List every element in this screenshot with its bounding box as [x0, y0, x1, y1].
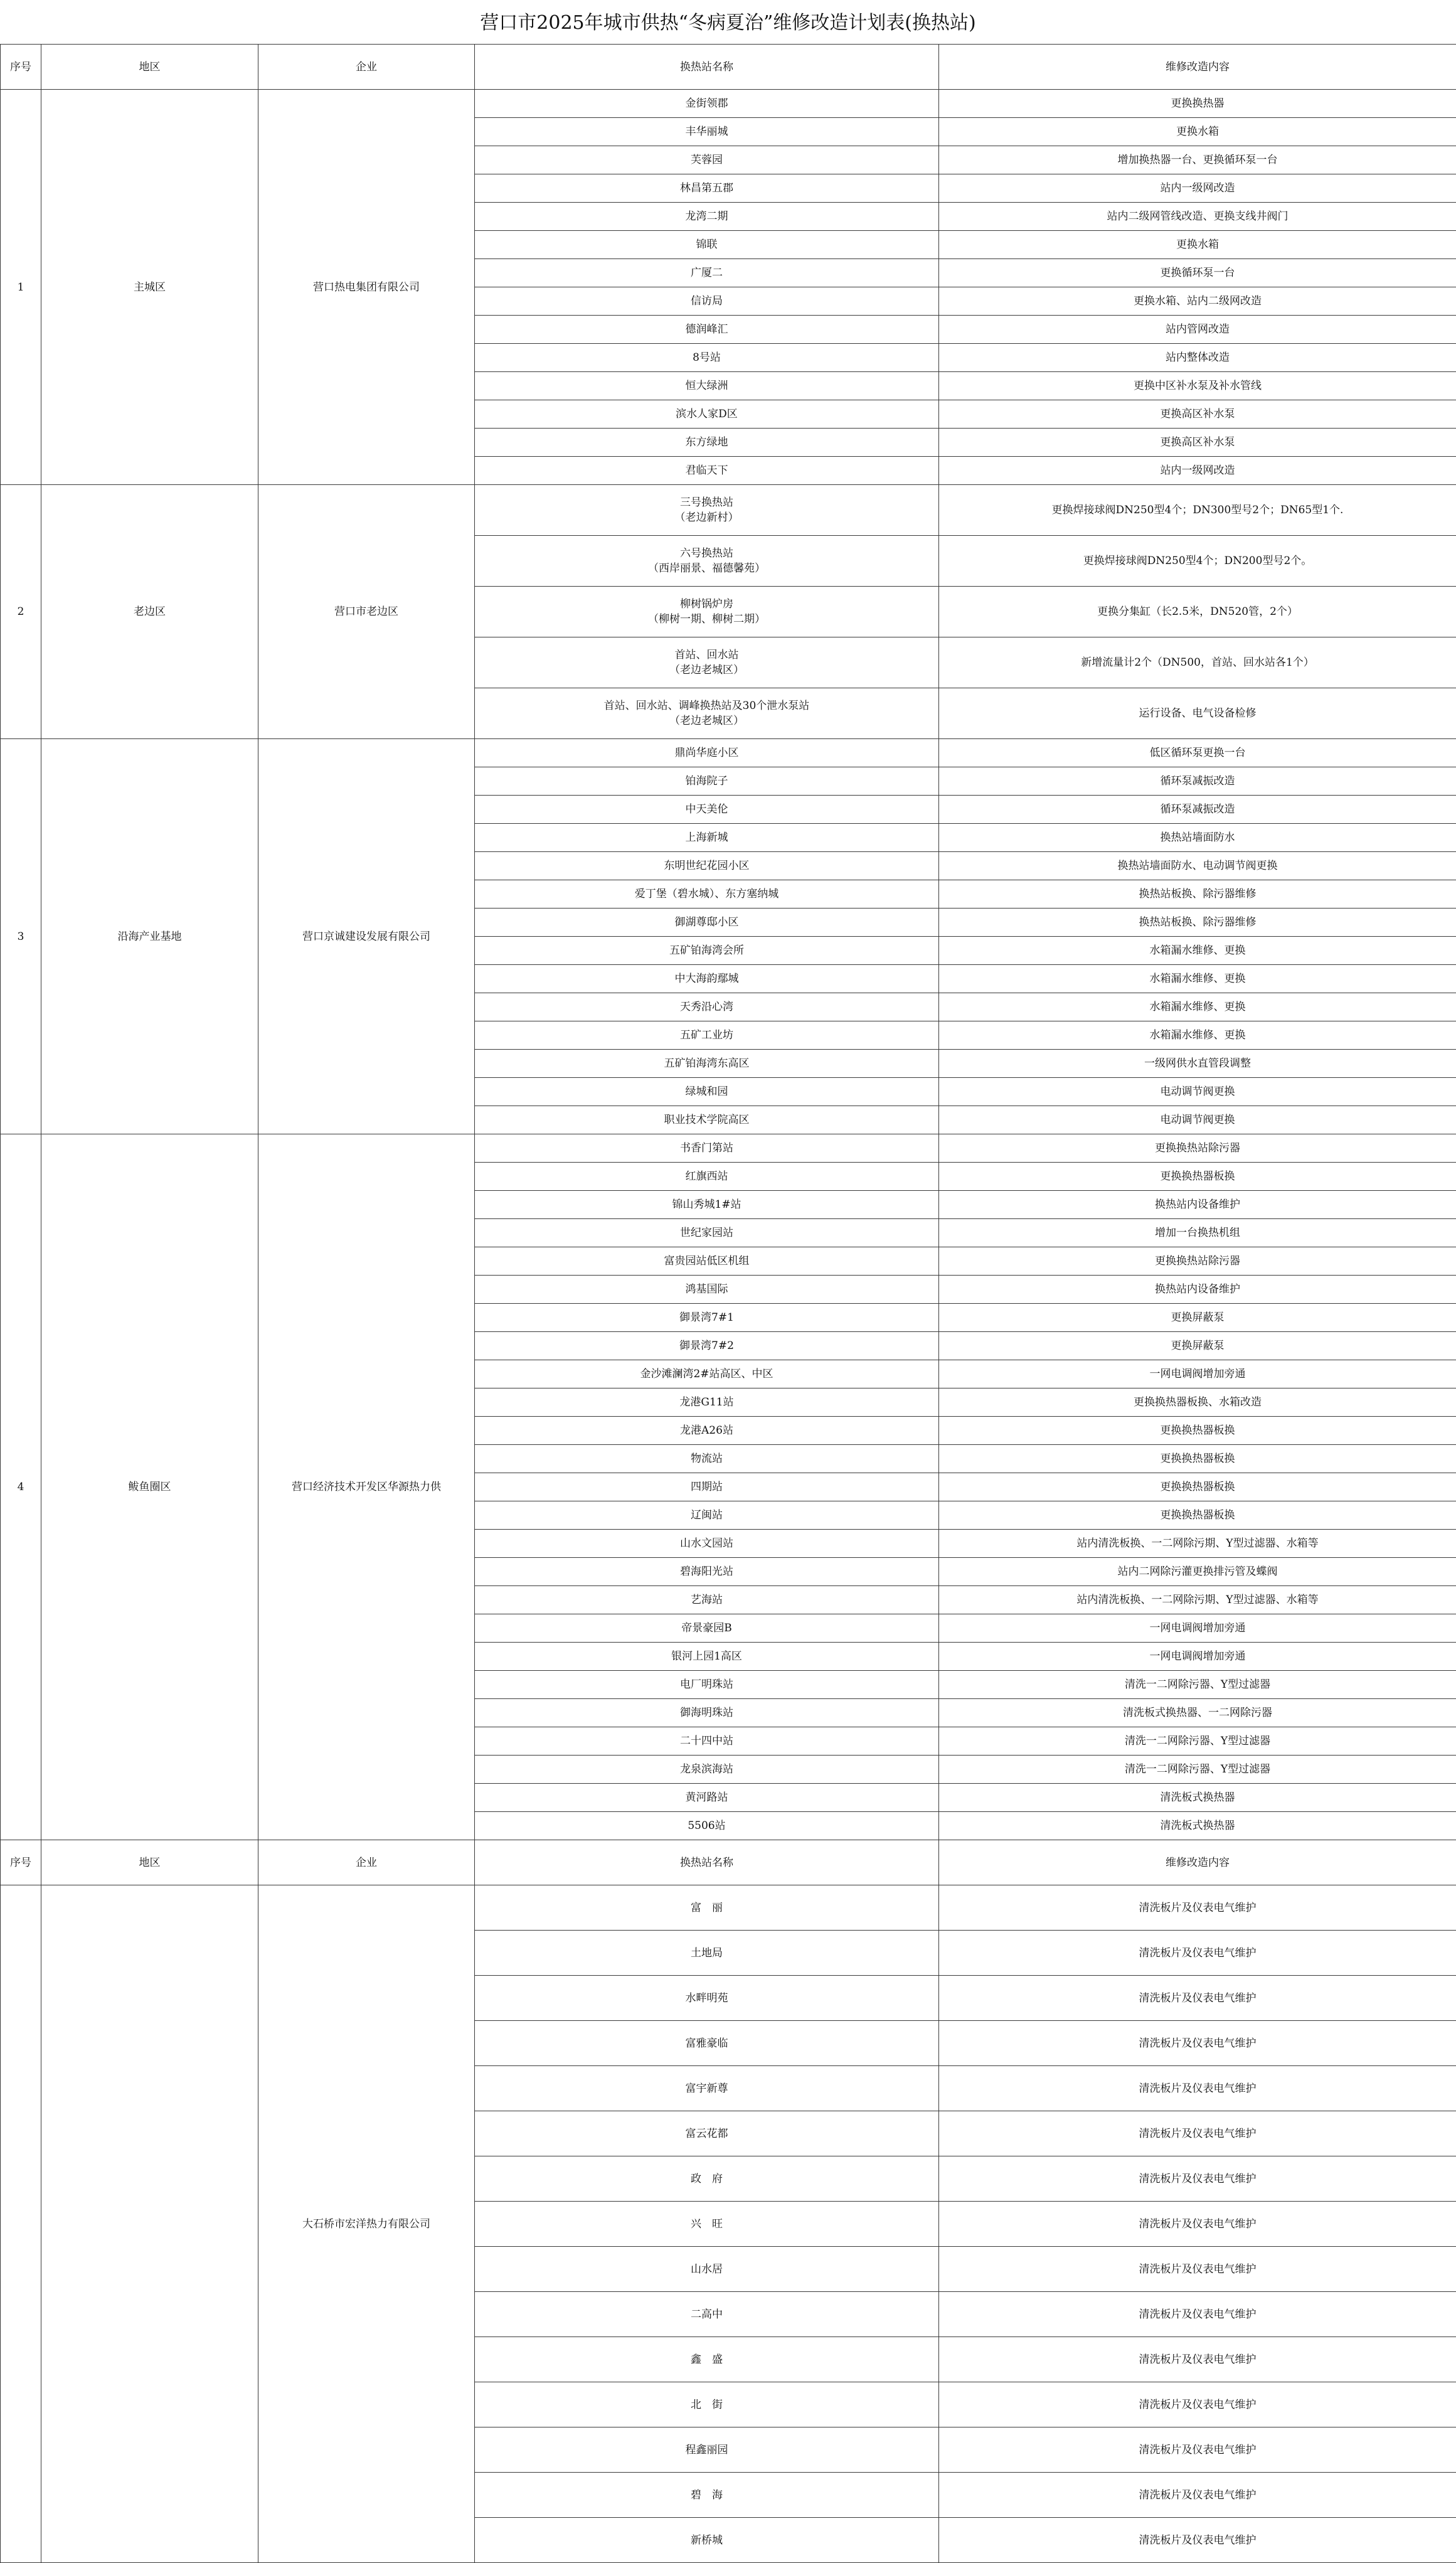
- station-name-cell: 丰华丽城: [475, 118, 939, 146]
- maintenance-content-cell: 站内清洗板换、一二网除污期、Y型过滤器、水箱等: [939, 1586, 1456, 1614]
- station-name-cell: 恒大绿洲: [475, 372, 939, 400]
- station-name-cell: 帝景豪园B: [475, 1614, 939, 1643]
- header-area: 地区: [41, 45, 258, 90]
- maintenance-content-cell: 更换屏蔽泵: [939, 1332, 1456, 1360]
- maintenance-content-cell: 增加一台换热机组: [939, 1219, 1456, 1247]
- station-name-cell: 金街领郡: [475, 90, 939, 118]
- maintenance-content-cell: 水箱漏水维修、更换: [939, 965, 1456, 993]
- station-name-cell: 辽闽站: [475, 1501, 939, 1530]
- maintenance-content-cell: 新增流量计2个（DN500，首站、回水站各1个）: [939, 637, 1456, 688]
- maintenance-content-cell: 更换换热器板换: [939, 1501, 1456, 1530]
- company-cell: 营口市老边区: [258, 485, 475, 739]
- document-title: 营口市2025年城市供热“冬病夏治”维修改造计划表(换热站): [0, 0, 1456, 44]
- maintenance-content-cell: 清洗板片及仪表电气维护: [939, 2473, 1456, 2518]
- maintenance-content-cell: 清洗板片及仪表电气维护: [939, 2382, 1456, 2427]
- station-name-cell: 北 街: [475, 2382, 939, 2427]
- table-row: [1, 485, 1456, 536]
- station-name-cell: 四期站: [475, 1473, 939, 1501]
- station-name-cell: 五矿工业坊: [475, 1021, 939, 1050]
- maintenance-content-cell: 循环泵减振改造: [939, 796, 1456, 824]
- area-cell: 老边区: [41, 485, 258, 739]
- station-name-cell: 富宇新尊: [475, 2066, 939, 2111]
- station-name-cell: 滨水人家D区: [475, 400, 939, 429]
- station-name-cell: 碧 海: [475, 2473, 939, 2518]
- station-name-cell: 东方绿地: [475, 429, 939, 457]
- maintenance-content-cell: 换热站板换、除污器维修: [939, 880, 1456, 909]
- station-name-cell: 碧海阳光站: [475, 1558, 939, 1586]
- station-name-cell: 世纪家园站: [475, 1219, 939, 1247]
- maintenance-content-cell: 清洗板片及仪表电气维护: [939, 2111, 1456, 2156]
- row-number-cell: 3: [1, 739, 41, 1134]
- row-number-cell: 4: [1, 1134, 41, 1840]
- maintenance-content-cell: 清洗板式换热器: [939, 1784, 1456, 1812]
- station-name-cell: 铂海院子: [475, 767, 939, 796]
- station-name-cell: 富贵园站低区机组: [475, 1247, 939, 1276]
- station-name-cell: 君临天下: [475, 457, 939, 485]
- maintenance-content-cell: 一网电调阀增加旁通: [939, 1614, 1456, 1643]
- maintenance-content-cell: 清洗板式换热器: [939, 1812, 1456, 1840]
- maintenance-content-cell: 清洗板片及仪表电气维护: [939, 1931, 1456, 1976]
- station-name-cell: 鑫 盛: [475, 2337, 939, 2382]
- station-name-cell: 土地局: [475, 1931, 939, 1976]
- station-name-cell: 中大海韵鄢城: [475, 965, 939, 993]
- maintenance-content-cell: 水箱漏水维修、更换: [939, 1021, 1456, 1050]
- maintenance-content-cell: 水箱漏水维修、更换: [939, 993, 1456, 1021]
- station-name-cell: 电厂明珠站: [475, 1671, 939, 1699]
- maintenance-content-cell: 更换水箱: [939, 118, 1456, 146]
- station-name-cell: 芙蓉园: [475, 146, 939, 174]
- header-no: 序号: [1, 45, 41, 90]
- header-no: 序号: [1, 1840, 41, 1885]
- station-name-cell: 金沙滩澜湾2#站高区、中区: [475, 1360, 939, 1388]
- maintenance-content-cell: 站内整体改造: [939, 344, 1456, 372]
- station-name-cell: 德润峰汇: [475, 316, 939, 344]
- maintenance-content-cell: 清洗板片及仪表电气维护: [939, 2202, 1456, 2247]
- maintenance-content-cell: 清洗板片及仪表电气维护: [939, 2337, 1456, 2382]
- header-station: 换热站名称: [475, 1840, 939, 1885]
- table-row: [1, 739, 1456, 767]
- station-name-cell: 书香门第站: [475, 1134, 939, 1163]
- maintenance-content-cell: 清洗一二网除污器、Y型过滤器: [939, 1671, 1456, 1699]
- station-name-cell: 六号换热站 （西岸丽景、福德馨苑）: [475, 536, 939, 587]
- maintenance-content-cell: 一网电调阀增加旁通: [939, 1360, 1456, 1388]
- maintenance-content-cell: 循环泵减振改造: [939, 767, 1456, 796]
- station-name-cell: 上海新城: [475, 824, 939, 852]
- maintenance-content-cell: 更换换热器板换: [939, 1473, 1456, 1501]
- maintenance-content-cell: 一级网供水直管段调整: [939, 1050, 1456, 1078]
- station-name-cell: 首站、回水站、调峰换热站及30个泄水泵站 （老边老城区）: [475, 688, 939, 739]
- table-row: [1, 1885, 1456, 1931]
- maintenance-content-cell: 更换换热器板换: [939, 1163, 1456, 1191]
- maintenance-content-cell: 更换换热器板换: [939, 1417, 1456, 1445]
- station-name-cell: 职业技术学院高区: [475, 1106, 939, 1134]
- maintenance-content-cell: 更换换热站除污器: [939, 1247, 1456, 1276]
- maintenance-content-cell: 清洗板片及仪表电气维护: [939, 2518, 1456, 2563]
- maintenance-content-cell: 更换换热器板换: [939, 1445, 1456, 1473]
- maintenance-content-cell: 低区循环泵更换一台: [939, 739, 1456, 767]
- station-name-cell: 锦山秀城1#站: [475, 1191, 939, 1219]
- station-name-cell: 红旗西站: [475, 1163, 939, 1191]
- maintenance-content-cell: 清洗板片及仪表电气维护: [939, 2247, 1456, 2292]
- station-name-cell: 御景湾7#2: [475, 1332, 939, 1360]
- maintenance-content-cell: 清洗板片及仪表电气维护: [939, 2292, 1456, 2337]
- maintenance-content-cell: 水箱漏水维修、更换: [939, 937, 1456, 965]
- station-name-cell: 御湖尊邸小区: [475, 909, 939, 937]
- maintenance-plan-table: [0, 44, 1456, 2563]
- station-name-cell: 柳树锅炉房 （柳树一期、柳树二期）: [475, 587, 939, 637]
- station-name-cell: 银河上园1高区: [475, 1643, 939, 1671]
- maintenance-content-cell: 更换屏蔽泵: [939, 1304, 1456, 1332]
- maintenance-content-cell: 电动调节阀更换: [939, 1078, 1456, 1106]
- station-name-cell: 天秀沿心湾: [475, 993, 939, 1021]
- maintenance-content-cell: 更换换热器板换、水箱改造: [939, 1388, 1456, 1417]
- station-name-cell: 三号换热站 （老边新村）: [475, 485, 939, 536]
- maintenance-content-cell: 更换高区补水泵: [939, 429, 1456, 457]
- station-name-cell: 山水文园站: [475, 1530, 939, 1558]
- company-cell: 营口京诚建设发展有限公司: [258, 739, 475, 1134]
- table-header-row: [1, 1840, 1456, 1885]
- maintenance-content-cell: 清洗板片及仪表电气维护: [939, 2156, 1456, 2202]
- station-name-cell: 8号站: [475, 344, 939, 372]
- station-name-cell: 信访局: [475, 287, 939, 316]
- station-name-cell: 5506站: [475, 1812, 939, 1840]
- maintenance-content-cell: 换热站内设备维护: [939, 1191, 1456, 1219]
- area-cell: 鲅鱼圈区: [41, 1134, 258, 1840]
- maintenance-content-cell: 更换焊接球阀DN250型4个；DN300型号2个；DN65型1个.: [939, 485, 1456, 536]
- maintenance-content-cell: 换热站墙面防水、电动调节阀更换: [939, 852, 1456, 880]
- station-name-cell: 山水居: [475, 2247, 939, 2292]
- maintenance-content-cell: 清洗板片及仪表电气维护: [939, 2066, 1456, 2111]
- header-company: 企业: [258, 45, 475, 90]
- maintenance-content-cell: 站内一级网改造: [939, 174, 1456, 203]
- station-name-cell: 五矿铂海湾东高区: [475, 1050, 939, 1078]
- company-cell: 营口经济技术开发区华源热力供: [258, 1134, 475, 1840]
- row-number-cell: 2: [1, 485, 41, 739]
- station-name-cell: 新桥城: [475, 2518, 939, 2563]
- maintenance-content-cell: 换热站板换、除污器维修: [939, 909, 1456, 937]
- area-cell: 主城区: [41, 90, 258, 485]
- maintenance-content-cell: 站内二网除污灌更换排污管及蝶阀: [939, 1558, 1456, 1586]
- table-row: [1, 90, 1456, 118]
- station-name-cell: 物流站: [475, 1445, 939, 1473]
- station-name-cell: 御海明珠站: [475, 1699, 939, 1727]
- maintenance-content-cell: 更换分集缸（长2.5米，DN520管，2个）: [939, 587, 1456, 637]
- maintenance-content-cell: 更换水箱、站内二级网改造: [939, 287, 1456, 316]
- station-name-cell: 林昌第五郡: [475, 174, 939, 203]
- station-name-cell: 龙港G11站: [475, 1388, 939, 1417]
- maintenance-content-cell: 换热站内设备维护: [939, 1276, 1456, 1304]
- maintenance-content-cell: 更换高区补水泵: [939, 400, 1456, 429]
- station-name-cell: 二十四中站: [475, 1727, 939, 1756]
- header-content: 维修改造内容: [939, 45, 1456, 90]
- station-name-cell: 龙湾二期: [475, 203, 939, 231]
- table-body: [1, 45, 1456, 2563]
- station-name-cell: 锦联: [475, 231, 939, 259]
- station-name-cell: 富云花都: [475, 2111, 939, 2156]
- station-name-cell: 广厦二: [475, 259, 939, 287]
- station-name-cell: 五矿铂海湾会所: [475, 937, 939, 965]
- header-company: 企业: [258, 1840, 475, 1885]
- area-cell: [41, 1885, 258, 2563]
- station-name-cell: 龙港A26站: [475, 1417, 939, 1445]
- station-name-cell: 二高中: [475, 2292, 939, 2337]
- maintenance-content-cell: 更换换热器: [939, 90, 1456, 118]
- maintenance-content-cell: 清洗板片及仪表电气维护: [939, 2021, 1456, 2066]
- maintenance-content-cell: 运行设备、电气设备检修: [939, 688, 1456, 739]
- maintenance-content-cell: 站内管网改造: [939, 316, 1456, 344]
- header-station: 换热站名称: [475, 45, 939, 90]
- station-name-cell: 龙泉滨海站: [475, 1756, 939, 1784]
- maintenance-content-cell: 清洗板式换热器、一二网除污器: [939, 1699, 1456, 1727]
- station-name-cell: 水畔明苑: [475, 1976, 939, 2021]
- station-name-cell: 富雅豪临: [475, 2021, 939, 2066]
- maintenance-content-cell: 清洗板片及仪表电气维护: [939, 1976, 1456, 2021]
- maintenance-content-cell: 清洗板片及仪表电气维护: [939, 1885, 1456, 1931]
- maintenance-content-cell: 更换换热站除污器: [939, 1134, 1456, 1163]
- station-name-cell: 政 府: [475, 2156, 939, 2202]
- company-cell: 大石桥市宏洋热力有限公司: [258, 1885, 475, 2563]
- row-number-cell: 1: [1, 90, 41, 485]
- maintenance-content-cell: 清洗一二网除污器、Y型过滤器: [939, 1756, 1456, 1784]
- maintenance-content-cell: 一网电调阀增加旁通: [939, 1643, 1456, 1671]
- maintenance-content-cell: 换热站墙面防水: [939, 824, 1456, 852]
- header-area: 地区: [41, 1840, 258, 1885]
- station-name-cell: 富 丽: [475, 1885, 939, 1931]
- station-name-cell: 鼎尚华庭小区: [475, 739, 939, 767]
- station-name-cell: 御景湾7#1: [475, 1304, 939, 1332]
- company-cell: 营口热电集团有限公司: [258, 90, 475, 485]
- header-content: 维修改造内容: [939, 1840, 1456, 1885]
- station-name-cell: 爱丁堡（碧水城）、东方塞纳城: [475, 880, 939, 909]
- maintenance-content-cell: 清洗板片及仪表电气维护: [939, 2427, 1456, 2473]
- station-name-cell: 黄河路站: [475, 1784, 939, 1812]
- maintenance-content-cell: 站内二级网管线改造、更换支线井阀门: [939, 203, 1456, 231]
- area-cell: 沿海产业基地: [41, 739, 258, 1134]
- station-name-cell: 首站、回水站 （老边老城区）: [475, 637, 939, 688]
- station-name-cell: 程鑫丽园: [475, 2427, 939, 2473]
- maintenance-content-cell: 更换中区补水泵及补水管线: [939, 372, 1456, 400]
- station-name-cell: 中天美伦: [475, 796, 939, 824]
- station-name-cell: 兴 旺: [475, 2202, 939, 2247]
- table-header-row: [1, 45, 1456, 90]
- maintenance-content-cell: 更换水箱: [939, 231, 1456, 259]
- station-name-cell: 绿城和园: [475, 1078, 939, 1106]
- row-number-cell: [1, 1885, 41, 2563]
- maintenance-content-cell: 更换循环泵一台: [939, 259, 1456, 287]
- maintenance-content-cell: 站内清洗板换、一二网除污期、Y型过滤器、水箱等: [939, 1530, 1456, 1558]
- station-name-cell: 东明世纪花园小区: [475, 852, 939, 880]
- maintenance-content-cell: 电动调节阀更换: [939, 1106, 1456, 1134]
- maintenance-content-cell: 站内一级网改造: [939, 457, 1456, 485]
- table-row: [1, 1134, 1456, 1163]
- maintenance-content-cell: 增加换热器一台、更换循环泵一台: [939, 146, 1456, 174]
- maintenance-content-cell: 更换焊接球阀DN250型4个；DN200型号2个。: [939, 536, 1456, 587]
- station-name-cell: 鸿基国际: [475, 1276, 939, 1304]
- maintenance-content-cell: 清洗一二网除污器、Y型过滤器: [939, 1727, 1456, 1756]
- station-name-cell: 艺海站: [475, 1586, 939, 1614]
